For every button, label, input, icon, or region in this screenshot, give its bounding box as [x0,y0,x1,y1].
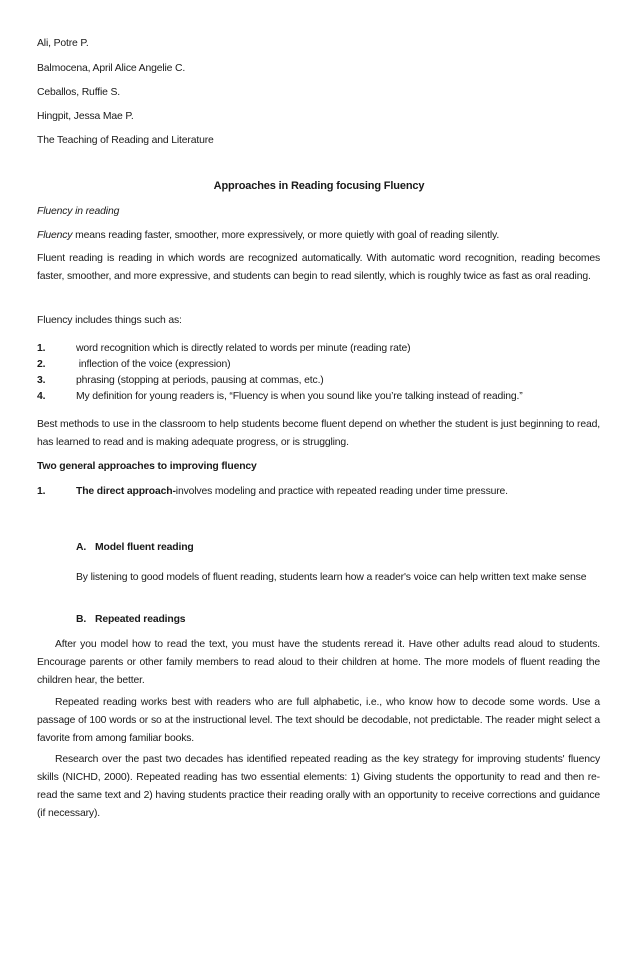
list-item: 3. phrasing (stopping at periods, pausing at commas, etc.) [37,375,324,386]
direct-approach-number: 1. [37,486,46,497]
author-line: Balmocena, April Alice Angelie C. [37,63,186,74]
section-b-paragraph: After you model how to read the text, you must have the students reread it. Have other adults read aloud to students. Encourage parents or other family members to read aloud to their children at home. The more models of fluent reading the children hear, the better. [37,639,600,686]
list-item: 1. word recognition which is directly related to words per minute (reading rate) [37,343,411,354]
definition-line [37,229,499,242]
includes-heading: Fluency includes things such as: [37,315,182,326]
list-item: 4. My definition for young readers is, “Fluency is when you sound like you’re talking instead of reading.” [37,391,523,402]
document-title: Approaches in Reading focusing Fluency [213,180,425,192]
direct-approach-label: The direct approach- [76,486,176,497]
section-a-text: By listening to good models of fluent reading, students learn how a reader's voice can help written text make sense [76,572,587,583]
course-name: The Teaching of Reading and Literature [37,135,214,146]
direct-approach-item [37,485,508,498]
author-line: Ali, Potre P. [37,38,89,49]
list-item: 2. inflection of the voice (expression) [37,359,231,370]
section-a-heading: A. Model fluent reading [76,542,194,553]
paragraph-best-methods: Best methods to use in the classroom to help students become fluent depend on whether the student is just beginning to read, has learned to read and is making adequate progress, or is struggling. [37,419,600,448]
definition-text: means reading faster, smoother, more expressively, or more quietly with goal of reading silently. [72,230,500,241]
section-subtitle: Fluency in reading [37,206,120,217]
approaches-heading: Two general approaches to improving fluency [37,461,257,472]
author-line: Hingpit, Jessa Mae P. [37,111,134,122]
direct-approach-text: involves modeling and practice with repeated reading under time pressure. [175,486,508,497]
definition-term: Fluency [37,230,73,241]
section-b-paragraph: Research over the past two decades has identified repeated reading as the key strategy for improving students' fluency skills (NICHD, 2000). Repeated reading has two essential elements: 1) Giving students the opportunity to read and then re-read the same text and 2) having students practice their reading orally with an opportunity to receive corrections and guidance (if necessary). [37,754,600,819]
paragraph-fluent-reading: Fluent reading is reading in which words are recognized automatically. With automatic word recognition, reading becomes faster, smoother, and more expressive, and students can begin to read silently, which is roughly twice as fast as oral reading. [37,253,600,282]
author-line: Ceballos, Ruffie S. [37,87,121,98]
section-b-heading: B. Repeated readings [76,614,186,625]
section-b-paragraph: Repeated reading works best with readers who are full alphabetic, i.e., who know how to decode some words. Use a passage of 100 words or so at the instructional level. The text should be decodable, not predictable. The reader might select a favorite from among familiar books. [37,697,600,744]
